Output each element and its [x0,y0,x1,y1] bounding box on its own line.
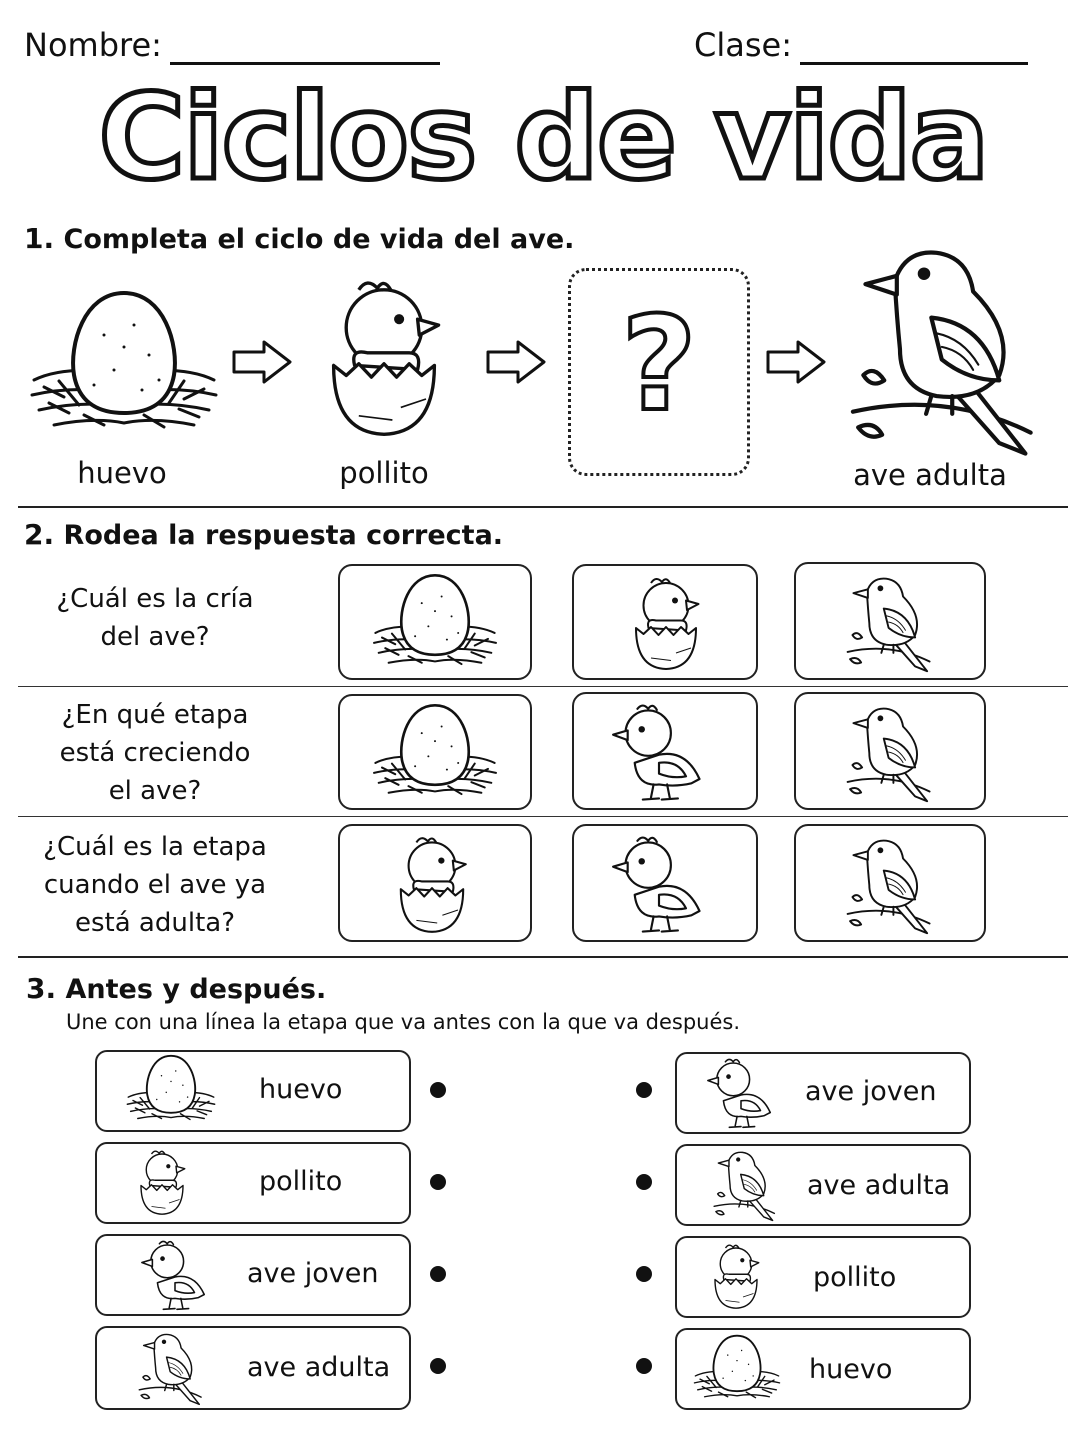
hatching-chick-icon [300,262,468,452]
match-left-item[interactable] [95,1142,411,1224]
missing-stage-box[interactable] [568,268,750,476]
section3-heading [26,972,326,1005]
question-1-text: ¿Cuál es la cría del ave? [56,584,254,652]
match-label: huevo [809,1354,893,1385]
young-bird-icon [135,1236,215,1314]
adult-bird-icon [701,1146,791,1224]
match-dot[interactable] [636,1358,652,1374]
question-mark-icon: ? [621,288,697,440]
match-right-item[interactable] [675,1144,971,1226]
match-label: huevo [259,1074,343,1105]
match-label: pollito [259,1166,343,1197]
young-bird-icon [701,1054,781,1132]
match-label: pollito [813,1262,897,1293]
hatching-chick-icon [616,570,716,676]
divider [18,956,1068,958]
section2-heading [24,518,503,551]
answer-option[interactable] [794,692,986,810]
hatching-chick-icon [701,1238,771,1314]
hatching-chick-icon [380,830,484,938]
match-label: ave joven [247,1258,379,1289]
answer-option[interactable] [572,564,758,680]
match-right-item[interactable] [675,1328,971,1410]
match-right-item[interactable] [675,1236,971,1318]
egg-nest-icon [689,1332,785,1406]
question-3-text: ¿Cuál es la etapa cuando el ave ya está adulta? [43,832,267,938]
match-label: ave adulta [247,1352,391,1383]
match-dot[interactable] [430,1174,446,1190]
answer-option[interactable] [338,564,532,680]
match-left-item[interactable] [95,1234,411,1316]
young-bird-icon [604,698,714,806]
right-arrow-icon [766,340,826,384]
right-arrow-icon [486,340,546,384]
egg-nest-icon [365,570,505,676]
answer-option[interactable] [794,824,986,942]
stage-label-ave-adulta: ave adulta [853,458,1007,492]
egg-nest-icon [121,1052,221,1128]
stage-label-huevo: huevo [77,456,167,490]
match-dot[interactable] [430,1266,446,1282]
section3-instruction: Antes y después. [65,974,327,1005]
match-left-item[interactable] [95,1326,411,1410]
egg-nest-icon [365,700,505,806]
section3-subinstruction: Une con una línea la etapa que va antes con la que va después. [66,1010,741,1034]
match-dot[interactable] [430,1082,446,1098]
answer-option[interactable] [572,692,758,810]
section2-instruction: Rodea la respuesta correcta. [63,520,504,551]
match-dot[interactable] [636,1266,652,1282]
adult-bird-icon [127,1328,217,1408]
match-dot[interactable] [430,1358,446,1374]
answer-option[interactable] [338,694,532,810]
right-arrow-icon [232,340,292,384]
stage-label-pollito: pollito [339,456,429,490]
match-right-item[interactable] [675,1052,971,1134]
section3-number: 3. [26,972,57,1005]
section2-number: 2. [24,518,55,551]
adult-bird-icon [836,832,946,938]
answer-option[interactable] [572,824,758,942]
class-label: Clase: [694,26,792,64]
adult-bird-icon [832,234,1062,464]
match-label: ave joven [805,1076,937,1107]
match-left-item[interactable] [95,1050,411,1132]
question-2-text: ¿En qué etapa está creciendo el ave? [59,700,251,806]
divider [18,506,1068,508]
divider [18,816,1068,817]
match-dot[interactable] [636,1082,652,1098]
egg-nest-icon [24,285,224,445]
section1-instruction: Completa el ciclo de vida del ave. [63,224,575,255]
adult-bird-icon [836,570,946,676]
match-dot[interactable] [636,1174,652,1190]
hatching-chick-icon [127,1144,197,1220]
name-blank[interactable] [170,62,440,65]
divider [18,686,1068,687]
class-blank[interactable] [800,62,1028,65]
answer-option[interactable] [338,824,532,942]
section1-heading [24,222,574,255]
young-bird-icon [604,830,714,938]
match-label: ave adulta [807,1170,951,1201]
page-title: Ciclos de vida [98,68,988,206]
section1-number: 1. [24,222,55,255]
name-label: Nombre: [24,26,162,64]
adult-bird-icon [836,700,946,806]
answer-option[interactable] [794,562,986,680]
